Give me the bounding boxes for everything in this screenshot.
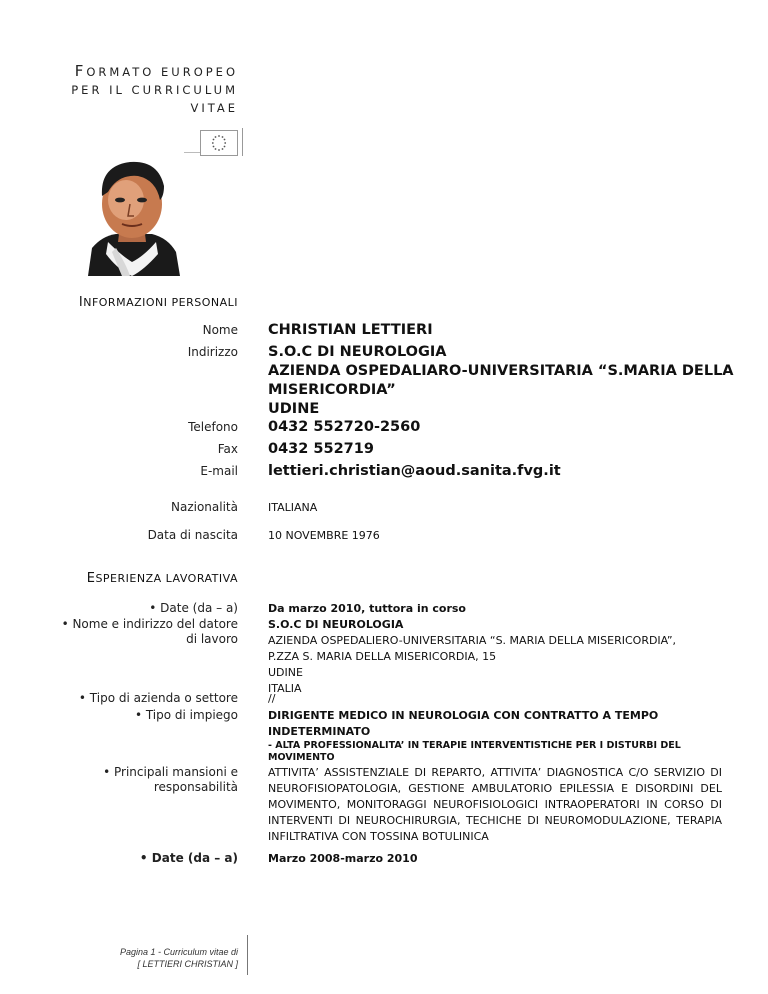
label-sector: • Tipo di azienda o settore — [78, 691, 238, 705]
label-job: • Tipo di impiego — [134, 708, 238, 722]
value-nazionalita: ITALIANA — [268, 501, 318, 514]
label-date-2: • Date (da – a) — [139, 851, 238, 865]
label-date: • Date (da – a) — [149, 601, 238, 615]
indirizzo-line: AZIENDA OSPEDALIARO-UNIVERSITARIA “S.MARIA DELLA — [268, 363, 734, 379]
employer-line: P.ZZA S. MARIA DELLA MISERICORDIA, 15 — [268, 650, 497, 663]
label-telefono: Telefono — [188, 420, 238, 434]
value-duties: ATTIVITA’ ASSISTENZIALE DI REPARTO, ATTIVITA’ DIAGNOSTICA C/O SERVIZIO DI NEUROFISIOPATOLOGIA, GESTIONE AMBULATORIO EPILESSIA E DISORDINI DEL MOVIMENTO, MONITORAGGI NEUROFISIOLOGICI INTRAOPERATORI IN CORSO DI INTERVENTI DI NEUROCHIRURGIA, TECHICHE DI NEUROMODULAZIONE, TERAPIA INFILTRATIVA CON TOSSINA BOTULINICA — [268, 766, 722, 843]
doc-title-line-3: VITAE — [190, 101, 238, 115]
value-job: DIRIGENTE MEDICO IN NEUROLOGIA CON CONTRATTO A TEMPO INDETERMINATO — [268, 709, 659, 738]
value-job-note: - ALTA PROFESSIONALITA’ IN TERAPIE INTERVENTISTICHE PER I DISTURBI DEL MOVIMENTO — [268, 740, 681, 763]
footer-divider — [247, 935, 248, 975]
doc-title-line-1: FORMATO EUROPEO — [74, 62, 238, 80]
label-duties-line: • Principali mansioni e — [103, 765, 238, 779]
page-footer — [40, 946, 238, 970]
employer-line: S.O.C DI NEUROLOGIA — [268, 618, 404, 631]
value-nascita: 10 NOVEMBRE 1976 — [268, 529, 380, 542]
employer-line: ITALIA — [268, 682, 302, 695]
value-fax: 0432 552719 — [268, 441, 374, 457]
indirizzo-line: MISERICORDIA” — [268, 382, 396, 398]
employer-line: AZIENDA OSPEDALIERO-UNIVERSITARIA “S. MARIA DELLA MISERICORDIA”, — [268, 634, 677, 647]
value-indirizzo — [268, 343, 734, 419]
doc-title — [0, 62, 238, 117]
label-fax: Fax — [217, 442, 238, 456]
label-nazionalita: Nazionalità — [171, 500, 238, 514]
label-indirizzo: Indirizzo — [187, 345, 238, 359]
label-employer — [40, 617, 238, 647]
label-nome: Nome — [202, 323, 238, 337]
indirizzo-line: S.O.C DI NEUROLOGIA — [268, 344, 447, 360]
indirizzo-line: UDINE — [268, 401, 320, 417]
value-telefono: 0432 552720-2560 — [268, 419, 421, 435]
profile-photo — [82, 152, 184, 276]
label-duties — [40, 765, 238, 795]
label-employer-line: di lavoro — [186, 632, 238, 646]
section-heading-personal: INFORMAZIONI PERSONALI — [78, 295, 238, 310]
footer-line: [ LETTIERI CHRISTIAN ] — [137, 959, 238, 969]
label-employer-line: • Nome e indirizzo del datore — [61, 617, 238, 631]
value-date-2: Marzo 2008-marzo 2010 — [268, 852, 418, 865]
label-duties-line: responsabilità — [153, 780, 238, 794]
doc-title-line-2: PER IL CURRICULUM — [71, 83, 238, 97]
value-date: Da marzo 2010, tuttora in corso — [268, 602, 466, 615]
eu-flag-icon — [200, 130, 238, 156]
label-nascita: Data di nascita — [147, 528, 238, 542]
value-sector: // — [268, 692, 276, 705]
label-email: E-mail — [200, 464, 238, 478]
footer-line: Pagina 1 - Curriculum vitae di — [119, 947, 238, 957]
employer-line: UDINE — [268, 666, 303, 679]
section-heading-work: ESPERIENZA LAVORATIVA — [86, 571, 238, 586]
value-email[interactable]: lettieri.christian@aoud.sanita.fvg.it — [268, 463, 561, 479]
value-employer — [268, 617, 676, 697]
header-divider — [242, 128, 243, 156]
value-nome: CHRISTIAN LETTIERI — [268, 322, 433, 338]
